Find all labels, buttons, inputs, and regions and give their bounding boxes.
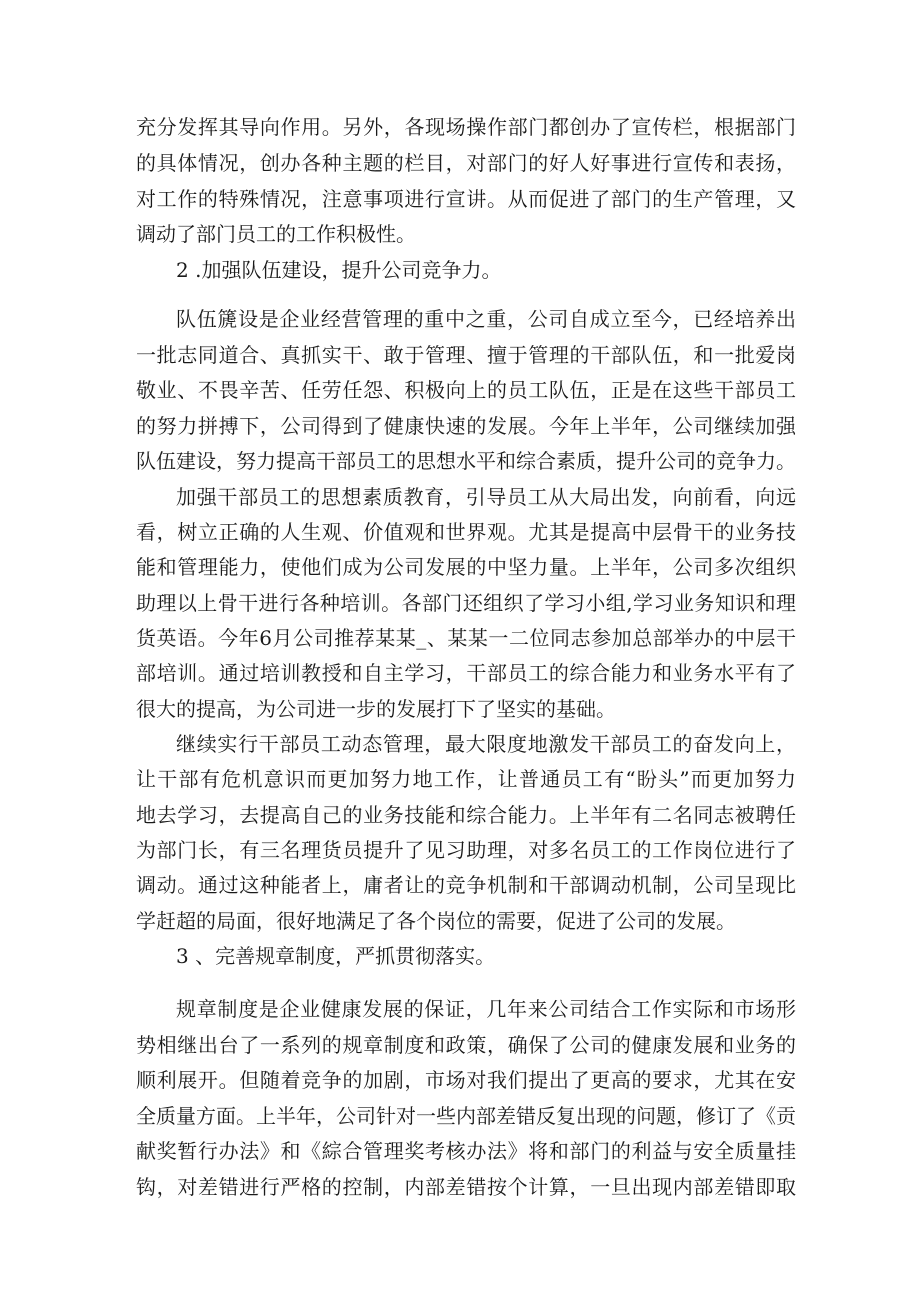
- text-line: 钩，对差错进行严格的控制，内部差错按个计算，一旦出现内部差错即取: [136, 1175, 796, 1199]
- text-line: 对工作的特殊情况，注意事项进行宣讲。从而促进了部门的生产管理，又: [136, 187, 796, 211]
- text-line: 部培训。通过培训教授和自主学习，干部员工的综合能力和业务水平有了: [136, 661, 796, 685]
- text-line: 很大的提高，为公司进一步的发展打下了坚实的基础。: [136, 697, 616, 721]
- text-line: 货英语。今年6月公司推荐某某_、某某一二位同志参加总部举办的中层干: [136, 626, 796, 650]
- text-line: 全质量方面。上半年，公司针对一些内部差错反复出现的问题，修订了《贡: [136, 1104, 796, 1128]
- text-line: 充分发挥其导向作用。另外，各现场操作部门都创办了宣传栏，根据部门: [136, 115, 796, 139]
- text-line: 学赶超的局面，很好地满足了各个岗位的需要，促进了公司的发展。: [136, 909, 736, 933]
- text-line: 规章制度是企业健康发展的保证，几年来公司结合工作实际和市场形: [176, 997, 796, 1021]
- text-line: 献奖暂行办法》和《綜合管理奖考核办法》将和部门的利益与安全质量挂: [136, 1139, 796, 1163]
- text-line: 加强干部员工的思想素质教育，引导员工从大局出发，向前看，向远: [176, 485, 796, 509]
- text-line: 敬业、不畏辛苦、任劳任怨、积极向上的员工队伍，正是在这些干部员工: [136, 378, 796, 402]
- text-line: 势相继出台了一系列的规章制度和政策，确保了公司的健康发展和业务的: [136, 1033, 796, 1057]
- text-line: 让干部有危机意识而更加努力地工作，让普通员工有“盼头”而更加努力: [136, 767, 796, 791]
- text-line: 继续实行干部员工动态管理，最大限度地激发干部员工的奋发向上，: [176, 732, 796, 756]
- text-line: 地去学习，去提高自己的业务技能和综合能力。上半年有二名同志被聘任: [136, 803, 796, 827]
- text-line: 顺利展开。但随着竞争的加剧，市场对我们提出了更高的要求，尤其在安: [136, 1068, 796, 1092]
- text-line: 为部门长，有三名理货员提升了见习助理，对多名员工的工作岗位进行了: [136, 838, 796, 862]
- text-line: 的努力拼搏下，公司得到了健康快速的发展。今年上半年，公司继续加强: [136, 414, 796, 438]
- text-line: 调动。通过这种能者上，庸者让的竞争机制和干部调动机制，公司呈现比: [136, 873, 796, 897]
- text-line: 能和管理能力，使他们成为公司发展的中坚力量。上半年，公司多次组织: [136, 555, 796, 579]
- text-line: 助理以上骨干进行各种培训。各部门还组织了学习小组,学习业务知识和理: [136, 591, 796, 615]
- text-line: 队伍篪设是企业经营管理的重中之重，公司自成立至今，已经培养出: [176, 307, 796, 331]
- text-line: 看，树立正确的人生观、价值观和世界观。尤其是提高中层骨干的业务技: [136, 520, 796, 544]
- text-line: 队伍建设，努力提高干部员工的思想水平和综合素质，提升公司的竞争力。: [136, 449, 796, 473]
- text-line: 的具体情况，创办各种主题的栏目，对部门的好人好事进行宣传和表扬，: [136, 151, 796, 175]
- section-heading: 2 .加强队伍建设，提升公司竞争力。: [176, 258, 502, 282]
- text-line: 一批志同道合、真抓实干、敢于管理、擅于管理的干部队伍，和一批爱岗: [136, 343, 796, 367]
- section-heading: 3 、完善规章制度，严抓贯彻落实。: [176, 944, 496, 968]
- text-line: 调动了部门员工的工作积极性。: [136, 222, 416, 246]
